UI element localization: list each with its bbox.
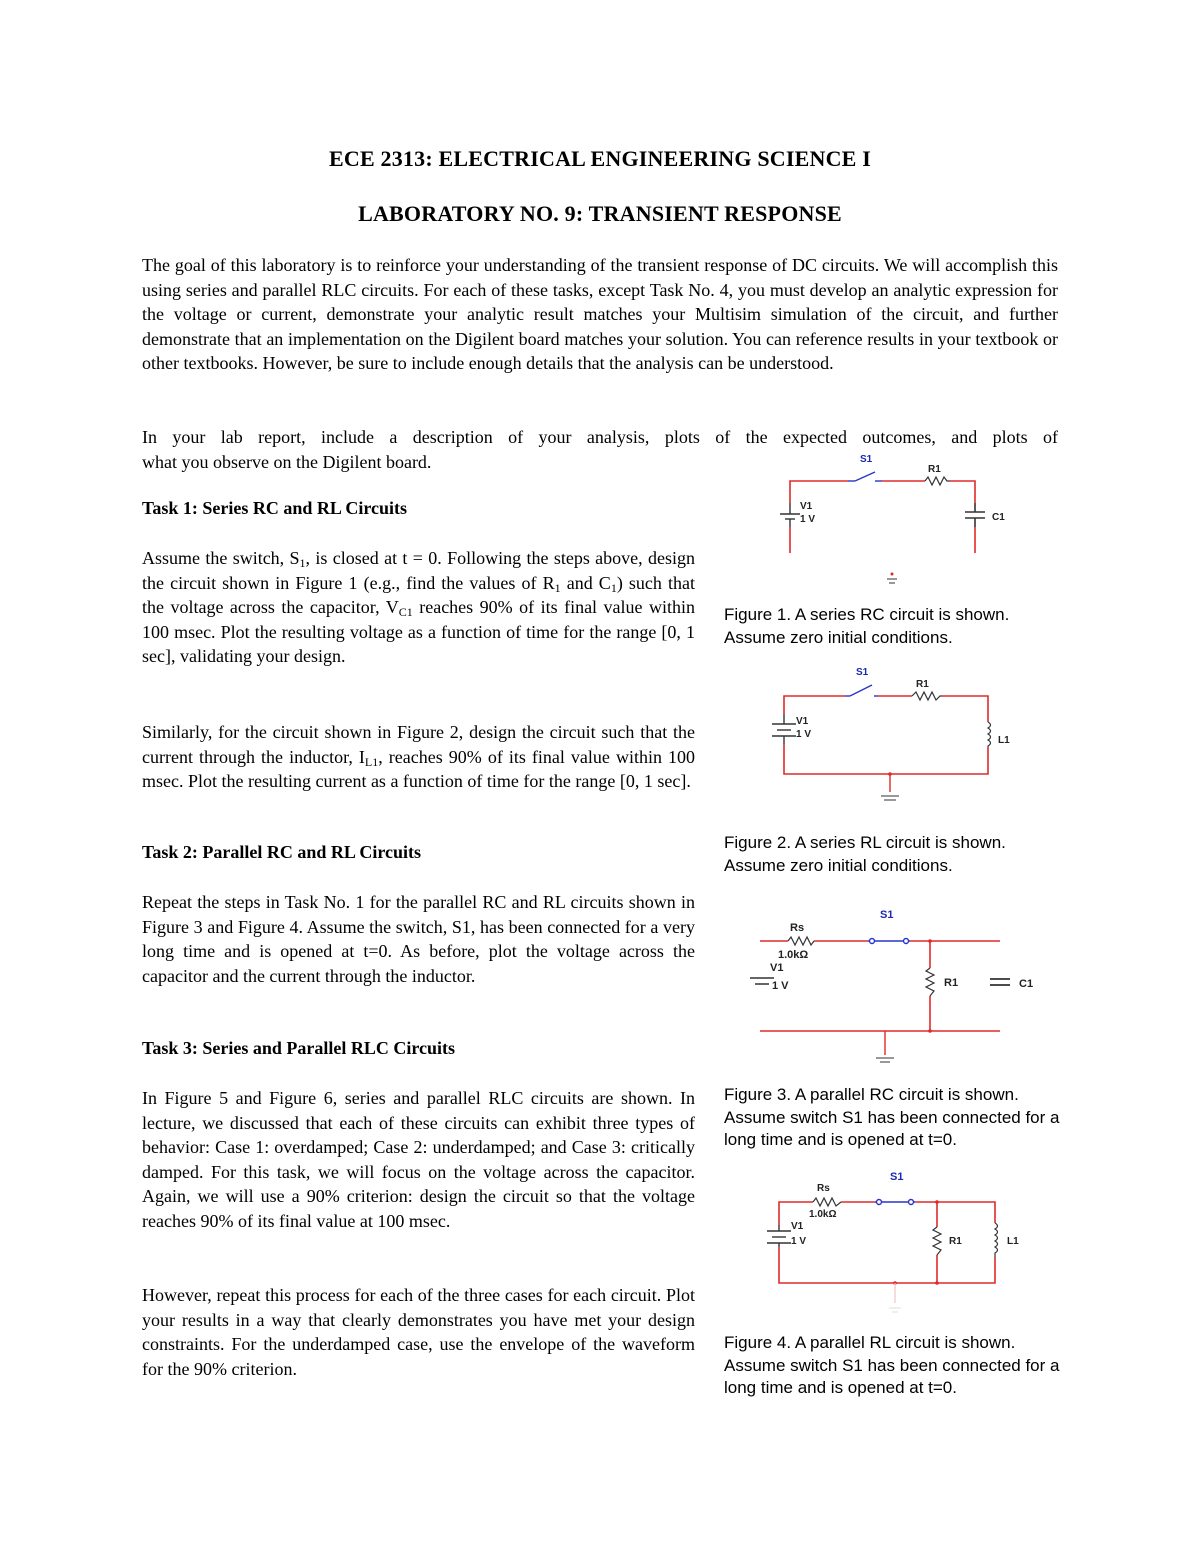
- label-v1: V1: [796, 716, 809, 727]
- label-s1: S1: [856, 667, 869, 678]
- task3-paragraph2: However, repeat this process for each of the three cases for each circuit. Plot your results in a way that clearly demonstrates you have met your design constraints. For the underdamped case, use the envelope of the waveform for the 90% criterion.: [142, 1285, 695, 1379]
- label-v1: V1: [800, 501, 813, 512]
- resistor-rs: [813, 1198, 841, 1206]
- task1-paragraph2: Similarly, for the circuit shown in Figure 2, design the circuit such that the current through the inductor, $I_{L1}$, reaches 90% of its final value within 100 msec. Plot the resulting current as a function of time for the range [0, 1 sec].: [142, 722, 695, 792]
- label-s1: S1: [880, 909, 894, 921]
- figure3-c1-label-box: [1010, 972, 1050, 992]
- label-l1: L1: [1007, 1236, 1019, 1247]
- label-r1: R1: [928, 464, 941, 475]
- lab-title: LABORATORY NO. 9: TRANSIENT RESPONSE: [358, 201, 842, 226]
- label-c1: C1: [992, 512, 1005, 523]
- node-junction-top: [935, 1200, 939, 1204]
- resistor-r1: [925, 477, 950, 485]
- ground-symbol: [889, 1283, 901, 1312]
- label-rs-value: 1.0kΩ: [778, 949, 809, 961]
- figure2-series-rl-circuit: [760, 660, 1060, 810]
- battery-v1: [772, 714, 796, 744]
- label-v1: V1: [770, 962, 784, 974]
- figure4-parallel-rl-circuit: [765, 1165, 1035, 1325]
- switch-s1: [848, 472, 882, 481]
- capacitor-c1: [990, 979, 1010, 985]
- resistor-r1: [912, 692, 942, 700]
- task2-heading: Task 2: Parallel RC and RL Circuits: [142, 842, 422, 862]
- report-paragraph-line2: what you observe on the Digilent board.: [142, 452, 432, 472]
- figure4-caption: Figure 4. A parallel RL circuit is shown. Assume switch S1 has been connected for a long time and is opened at t=0.: [724, 1333, 1060, 1397]
- label-v1-value: 1 V: [772, 980, 789, 992]
- ground-symbol: [881, 774, 899, 800]
- battery-v1: [767, 1225, 791, 1247]
- node-junction-bottom: [928, 1029, 932, 1033]
- label-rs-value: 1.0kΩ: [809, 1209, 837, 1220]
- figure2-caption: Figure 2. A series RL circuit is shown. Assume zero initial conditions.: [724, 833, 1006, 875]
- switch-s1: [875, 1200, 915, 1205]
- task1-heading: Task 1: Series RC and RL Circuits: [142, 498, 408, 518]
- resistor-rs: [788, 937, 814, 945]
- ground-symbol: [876, 1031, 894, 1062]
- ground-symbol: [887, 573, 897, 584]
- resistor-r1: [926, 968, 934, 996]
- label-v1-value: 1 V: [796, 729, 812, 740]
- task3-heading: Task 3: Series and Parallel RLC Circuits: [142, 1038, 456, 1058]
- label-c1: C1: [1019, 978, 1034, 990]
- battery-v1: [750, 978, 774, 984]
- inductor-l1: [995, 1223, 998, 1257]
- task3-paragraph1: In Figure 5 and Figure 6, series and parallel RLC circuits are shown. In lecture, we discussed that each of these circuits can exhibit three types of behavior: Case 1: overdamped; Case 2: underdamped; and Case 3: critically damped. For this task, we will focus on the voltage across the capacitor. Again, we will use a 90% criterion: design the circuit so that the voltage reaches 90% of its final value at 100 msec.: [142, 1088, 695, 1231]
- resistor-r1: [933, 1227, 941, 1255]
- label-r1: R1: [949, 1236, 962, 1247]
- figure3-caption: Figure 3. A parallel RC circuit is shown. Assume switch S1 has been connected for a long time and is opened at t=0.: [724, 1085, 1060, 1149]
- label-r1: R1: [944, 977, 959, 989]
- label-rs: Rs: [790, 922, 805, 934]
- course-title: ECE 2313: ELECTRICAL ENGINEERING SCIENCE I: [328, 146, 872, 171]
- label-v1: V1: [791, 1221, 804, 1232]
- inductor-l1: [988, 722, 991, 748]
- switch-s1: [845, 685, 878, 696]
- task1-paragraph1: Assume the switch, $S_1$, is closed at t = 0. Following the steps above, design the circuit shown in Figure 1 (e.g., find the values of $R_1$ and $C_1$) such that the voltage across the capacitor, $V_{C1}$ reaches 90% of its final value within 100 msec. Plot the resulting voltage as a function of time for the range [0, 1 sec], validating your design.: [142, 548, 696, 667]
- label-v1-value: 1 V: [800, 514, 816, 525]
- task2-paragraph: Repeat the steps in Task No. 1 for the parallel RC and RL circuits shown in Figure 3 and Figure 4. Assume the switch, S1, has been connected for a very long time and is opened at t=0. As before, plot the voltage across the capacitor and the current through the inductor.: [142, 892, 695, 986]
- label-rs: Rs: [817, 1183, 830, 1194]
- label-v1-value: 1 V: [791, 1236, 807, 1247]
- report-paragraph-line1: In your lab report, include a description of your analysis, plots of the expected outcomes, and plots of: [142, 427, 1058, 447]
- label-s1: S1: [860, 454, 873, 465]
- label-s1: S1: [890, 1171, 904, 1183]
- battery-v1: [780, 503, 800, 527]
- label-l1: L1: [998, 735, 1010, 746]
- capacitor-c1: [965, 503, 985, 527]
- switch-s1: [868, 939, 910, 944]
- label-r1: R1: [916, 679, 929, 690]
- intro-paragraph: The goal of this laboratory is to reinforce your understanding of the transient response of DC circuits. We will accomplish this using series and parallel RLC circuits. For each of these tasks, except Task No. 4, you must develop an analytic expression for the voltage or current, demonstrate your analytic result matches your Multisim simulation of the circuit, and further demonstrate that an implementation on the Digilent board matches your solution. You can reference results in your textbook or other textbooks. However, be sure to include enough details that the analysis can be understood.: [142, 255, 1058, 374]
- node-junction-bottom: [935, 1281, 939, 1285]
- figure3-parallel-rc-circuit: [750, 900, 1010, 1070]
- node-junction-top: [928, 939, 932, 943]
- figure1-series-rc-circuit: [760, 448, 1060, 588]
- figure1-caption: Figure 1. A series RC circuit is shown. Assume zero initial conditions.: [724, 605, 1010, 647]
